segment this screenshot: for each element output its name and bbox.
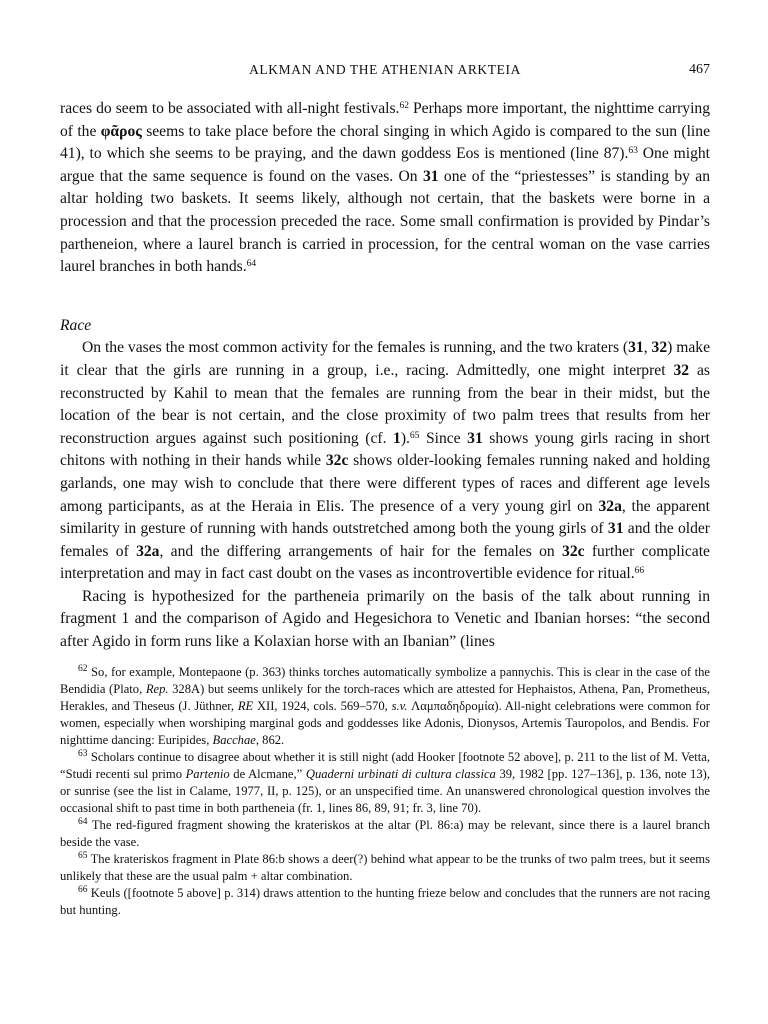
vase-number: 32 xyxy=(651,339,668,357)
text-run: One might argue that the same sequence is found on the vases. On xyxy=(60,145,710,185)
text-run: Scholars continue to disagree about whether it is still night (add Hooker [footnote 52 above], p. 211 to the list of M. Vetta, “Studi recenti sul primo xyxy=(60,750,710,781)
text-run: as reconstructed by Kahil to mean that the females are running from the bear in their midst, but the location of the bear is not certain, and the close proximity of two palm trees that results from her reconstruction argues against such positioning (cf. xyxy=(60,361,710,447)
footnote-ref-64: 64 xyxy=(246,259,257,270)
footnote-number: 63 xyxy=(78,749,88,759)
footnote-number: 65 xyxy=(78,851,88,861)
vase-number: 32c xyxy=(325,452,349,470)
footnote-66 xyxy=(60,885,710,919)
page-number: 467 xyxy=(689,62,710,77)
text-run: Keuls ([footnote 5 above] p. 314) draws attention to the hunting frieze below and concludes that the runners are not racing but hunting. xyxy=(60,886,710,917)
italic-text: RE xyxy=(237,699,254,713)
text-run: seems to take place before the choral singing in which Agido is compared to the sun (line 41), to which she seems to be praying, and the dawn goddess Eos is mentioned (line 87). xyxy=(60,122,710,163)
text-run: On the vases the most common activity for the females is running, and the two kraters ( xyxy=(82,339,629,357)
text-run: 39, 1982 [pp. 127–136], p. 136, note 13), or sunrise (see the list in Calame, 1977, II, p. 125), or an unspecified time. An unanswered chronological question involves the occasional shift to past time in both partheneia (fr. 1, lines 86, 89, 91; fr. 3, line 70). xyxy=(60,767,710,815)
text-run: , 862. xyxy=(255,733,285,747)
paragraph-1 xyxy=(60,98,710,279)
paragraph-2 xyxy=(60,337,710,586)
running-title: ALKMAN AND THE ATHENIAN ARKTEIA xyxy=(249,62,521,77)
footnote-ref-66: 66 xyxy=(634,566,645,577)
text-run: XII, 1924, cols. 569–570, xyxy=(253,699,392,713)
text-run: one of the “priestesses” is standing by an altar holding two baskets. It seems likely, although not certain, that the baskets were borne in a procession and that the procession preceded the race. Some small confirmation is provided by Pindar’s partheneion, where a laurel branch is carried in procession, for the central woman on the vase carries laurel branches in both hands. xyxy=(60,167,710,276)
text-run: Since xyxy=(419,429,468,447)
footnote-ref-63: 63 xyxy=(628,146,638,157)
vase-number: 32a xyxy=(136,542,160,560)
italic-text: s.v. xyxy=(391,699,408,713)
section-heading: Race xyxy=(60,316,92,334)
vase-number: 31 xyxy=(628,339,644,357)
italic-text: Partenio xyxy=(185,767,230,781)
vase-number: 32a xyxy=(598,497,622,515)
footnote-number: 64 xyxy=(78,817,88,827)
footnote-62 xyxy=(60,664,710,749)
vase-number: 31 xyxy=(467,429,483,447)
vase-number: 1 xyxy=(393,429,401,447)
main-text xyxy=(60,98,710,654)
footnote-number: 62 xyxy=(78,664,88,674)
italic-text: Bacchae xyxy=(212,733,256,747)
vase-number: 32 xyxy=(673,361,690,379)
italic-text: Quaderni urbinati di cultura classica xyxy=(305,767,496,781)
text-run: The red-figured fragment showing the krateriskos at the altar (Pl. 86:a) may be relevant, since there is a laurel branch beside the vase. xyxy=(60,818,710,849)
italic-text: Rep. xyxy=(145,682,169,696)
vase-number: 31 xyxy=(422,167,439,185)
text-run: Perhaps more important, the nighttime carrying of the xyxy=(60,100,710,140)
text-run: , xyxy=(643,339,652,357)
footnote-number: 66 xyxy=(78,885,88,895)
text-run: ). xyxy=(400,429,410,447)
text-run: further complicate interpretation and may in fact cast doubt on the vases as incontrovertible evidence for ritual. xyxy=(60,542,710,583)
footnote-ref-62: 62 xyxy=(399,101,409,111)
text-run: and the older females of xyxy=(60,520,710,560)
greek-term: φᾶρος xyxy=(100,122,142,140)
text-run: shows young girls racing in short chitons with nothing in their hands while xyxy=(60,429,710,470)
running-header xyxy=(60,62,710,82)
footnote-63 xyxy=(60,749,710,817)
text-run: races do seem to be associated with all-night festivals. xyxy=(60,100,400,117)
text-run: The krateriskos fragment in Plate 86:b shows a deer(?) behind what appear to be the trunks of two palm trees, but it seems unlikely that these are the usual palm + altar combination. xyxy=(60,852,710,883)
text-run: 328A) but seems unlikely for the torch-races which are attested for Hephaistos, Athena, Pan, Prometheus, Herakles, and Theseus (J. Jüthner, xyxy=(60,682,711,713)
text-run: de Alcmane,” xyxy=(229,767,306,781)
text-run: ). All-night celebrations were common for women, especially when worshiping marginal gods and goddesses like Adonis, Dionysos, Artemis Tauropolos, and Bendis. For nighttime dancing: Euripides, xyxy=(60,699,710,747)
footnote-65 xyxy=(60,851,710,885)
vase-number: 31 xyxy=(607,520,624,538)
vase-number: 32c xyxy=(562,542,585,560)
text-run: shows older-looking females running naked and holding garlands, one may wish to conclude that there were different types of races and different age levels among participants, as at the Heraia in Elis. The presence of a very young girl on xyxy=(60,452,711,515)
footnote-64 xyxy=(60,817,710,851)
footnotes xyxy=(60,664,710,919)
text-run: , the apparent similarity in gesture of running with hands outstretched among both the young girls of xyxy=(60,497,710,538)
footnote-ref-65: 65 xyxy=(409,430,420,441)
paragraph-3: Racing is hypothesized for the partheneia primarily on the basis of the talk about running in fragment 1 and the comparison of Agido and Hegesichora to Venetic and Ibanian horses: “the second after Agido in form runs like a Kolaxian horse with an Ibanian” (lines xyxy=(60,587,710,651)
greek-term: Λαμπαδηδρομία xyxy=(407,699,495,713)
text-run: So, for example, Montepaone (p. 363) thinks torches automatically symbolize a pannychis. This is clear in the case of the Bendidia (Plato, xyxy=(60,665,710,696)
text-run: , and the differing arrangements of hair for the females on xyxy=(159,542,563,560)
text-run: ) make it clear that the girls are running in a group, i.e., racing. Admittedly, one might interpret xyxy=(60,339,710,379)
section-gap xyxy=(60,279,710,301)
